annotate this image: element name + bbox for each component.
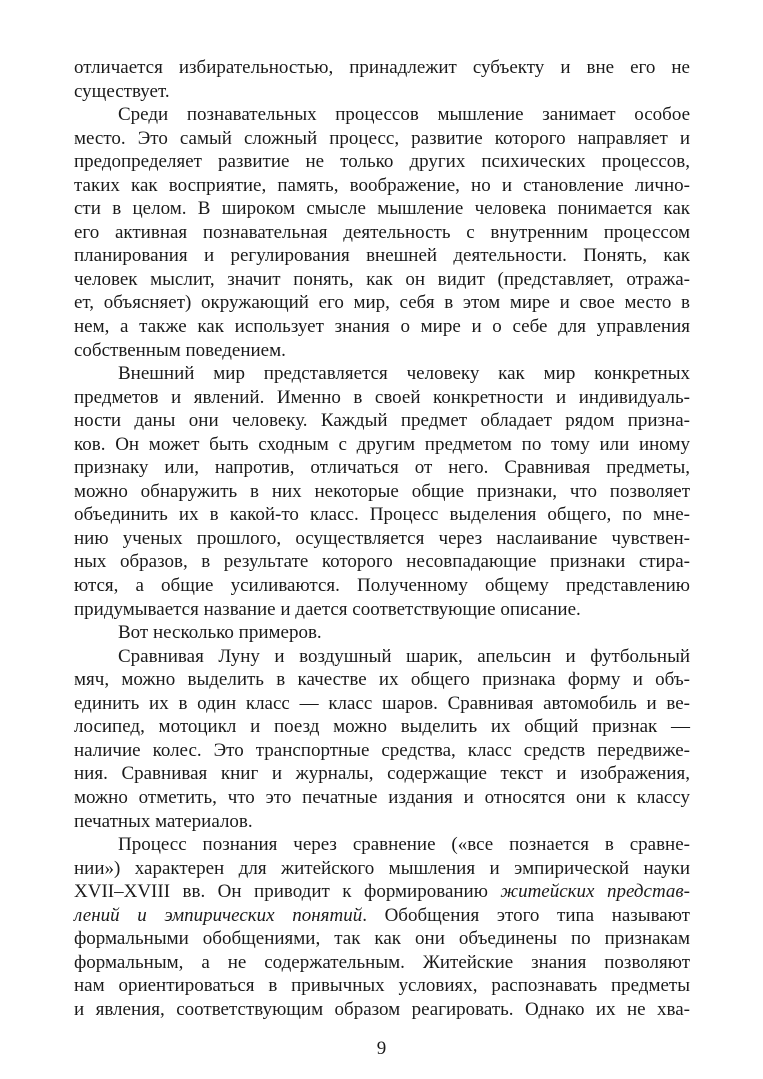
text-segment: ния. Сравнивая книг и журналы, содержащие текст и изображения, [74,763,690,785]
text-segment: предметов и явлений. Именно в своей конкретности и индивидуаль- [74,386,690,408]
text-line [74,951,690,975]
text-line [74,291,690,315]
text-line [74,386,690,410]
text-segment: место. Это самый сложный процесс, развитие которого направляет и [74,127,690,149]
page-body-text [74,56,690,1021]
text-segment: можно отметить, что это печатные издания и относятся они к классу [74,786,690,808]
text-segment: человек мыслит, значит понять, как он видит (представляет, отража- [74,268,690,290]
text-segment: Среди познавательных процессов мышление занимает особое [118,104,690,126]
text-segment: . Обобщения этого типа называют [362,904,690,926]
text-line [74,315,690,339]
text-line [74,880,690,904]
text-segment: ются, а общие усиливаются. Полученному общему представлению [74,575,690,597]
italic-text-segment: лений и эмпирических понятий [74,904,363,926]
text-line [74,621,690,645]
text-segment: придумывается название и дается соответствующие описание. [74,598,581,620]
text-segment: планирования и регулирования внешней деятельности. Понять, как [74,245,690,267]
text-line [74,904,690,928]
text-line [74,810,690,834]
text-line [74,197,690,221]
text-line [74,668,690,692]
text-segment: формальными обобщениями, так как они объединены по признакам [74,928,690,950]
text-segment: существует. [74,80,170,102]
text-segment: XVII–XVIII вв. Он приводит к формированию [74,881,501,903]
text-line [74,409,690,433]
text-line [74,833,690,857]
text-line [74,645,690,669]
text-segment: печатных материалов. [74,810,253,832]
text-line [74,927,690,951]
text-segment: ет, объясняет) окружающий его мир, себя в этом мире и свое место в [74,292,690,314]
text-line [74,150,690,174]
text-segment: Вот несколько примеров. [118,622,322,644]
text-segment: собственным поведением. [74,339,286,361]
text-segment: нию ученых прошлого, осуществляется через наслаивание чувствен- [74,527,690,549]
text-segment: Внешний мир представляется человеку как мир конкретных [118,363,690,385]
text-line [74,715,690,739]
text-line [74,56,690,80]
text-line [74,456,690,480]
text-line [74,174,690,198]
text-segment: объединить их в какой-то класс. Процесс выделения общего, по мне- [74,504,690,526]
text-segment: нам ориентироваться в привычных условиях, распознавать предметы [74,975,690,997]
text-segment: ности даны они человеку. Каждый предмет обладает рядом призна- [74,410,690,432]
text-segment: его активная познавательная деятельность с внутренним процессом [74,221,690,243]
text-segment: нии») характерен для житейского мышления и эмпирической науки [74,857,690,879]
text-segment: формальным, а не содержательным. Житейские знания позволяют [74,951,690,973]
text-line [74,503,690,527]
text-line [74,221,690,245]
text-line [74,527,690,551]
text-segment: таких как восприятие, память, воображение, но и становление лично- [74,174,690,196]
text-segment: предопределяет развитие не только других психических процессов, [74,151,690,173]
text-line [74,103,690,127]
text-segment: Процесс познания через сравнение («все познается в сравне- [118,834,690,856]
text-line [74,786,690,810]
text-line [74,739,690,763]
text-segment: ных образов, в результате которого несовпадающие признаки стира- [74,551,690,573]
text-segment: ков. Он может быть сходным с другим предметом по тому или иному [74,433,690,455]
text-line [74,433,690,457]
text-segment: сти в целом. В широком смысле мышление человека понимается как [74,198,690,220]
text-line [74,574,690,598]
text-segment: наличие колес. Это транспортные средства, класс средств передвиже- [74,739,690,761]
text-segment: нем, а также как использует знания о мире и о себе для управления [74,316,690,338]
text-line [74,362,690,386]
text-line [74,598,690,622]
text-line [74,480,690,504]
text-line [74,692,690,716]
text-segment: можно обнаружить в них некоторые общие признаки, что позволяет [74,480,690,502]
text-line [74,268,690,292]
text-line [74,857,690,881]
text-segment: мяч, можно выделить в качестве их общего признака форму и объ- [74,669,690,691]
text-line [74,998,690,1022]
page-number: 9 [376,1038,387,1059]
text-line [74,550,690,574]
text-line [74,80,690,104]
text-segment: отличается избирательностью, принадлежит субъекту и вне его не [74,57,690,78]
text-line [74,974,690,998]
text-line [74,244,690,268]
text-segment: признаку или, напротив, отличаться от него. Сравнивая предметы, [74,457,690,479]
text-segment: единить их в один класс — класс шаров. Сравнивая автомобиль и ве- [74,692,690,714]
text-segment: Сравнивая Луну и воздушный шарик, апельсин и футбольный [118,645,690,667]
text-line [74,339,690,363]
text-segment: и явления, соответствующим образом реагировать. Однако их не хва- [74,998,690,1020]
italic-text-segment: житейских представ- [500,881,691,903]
text-line [74,762,690,786]
text-line [74,127,690,151]
text-segment: лосипед, мотоцикл и поезд можно выделить их общий признак — [74,716,690,738]
